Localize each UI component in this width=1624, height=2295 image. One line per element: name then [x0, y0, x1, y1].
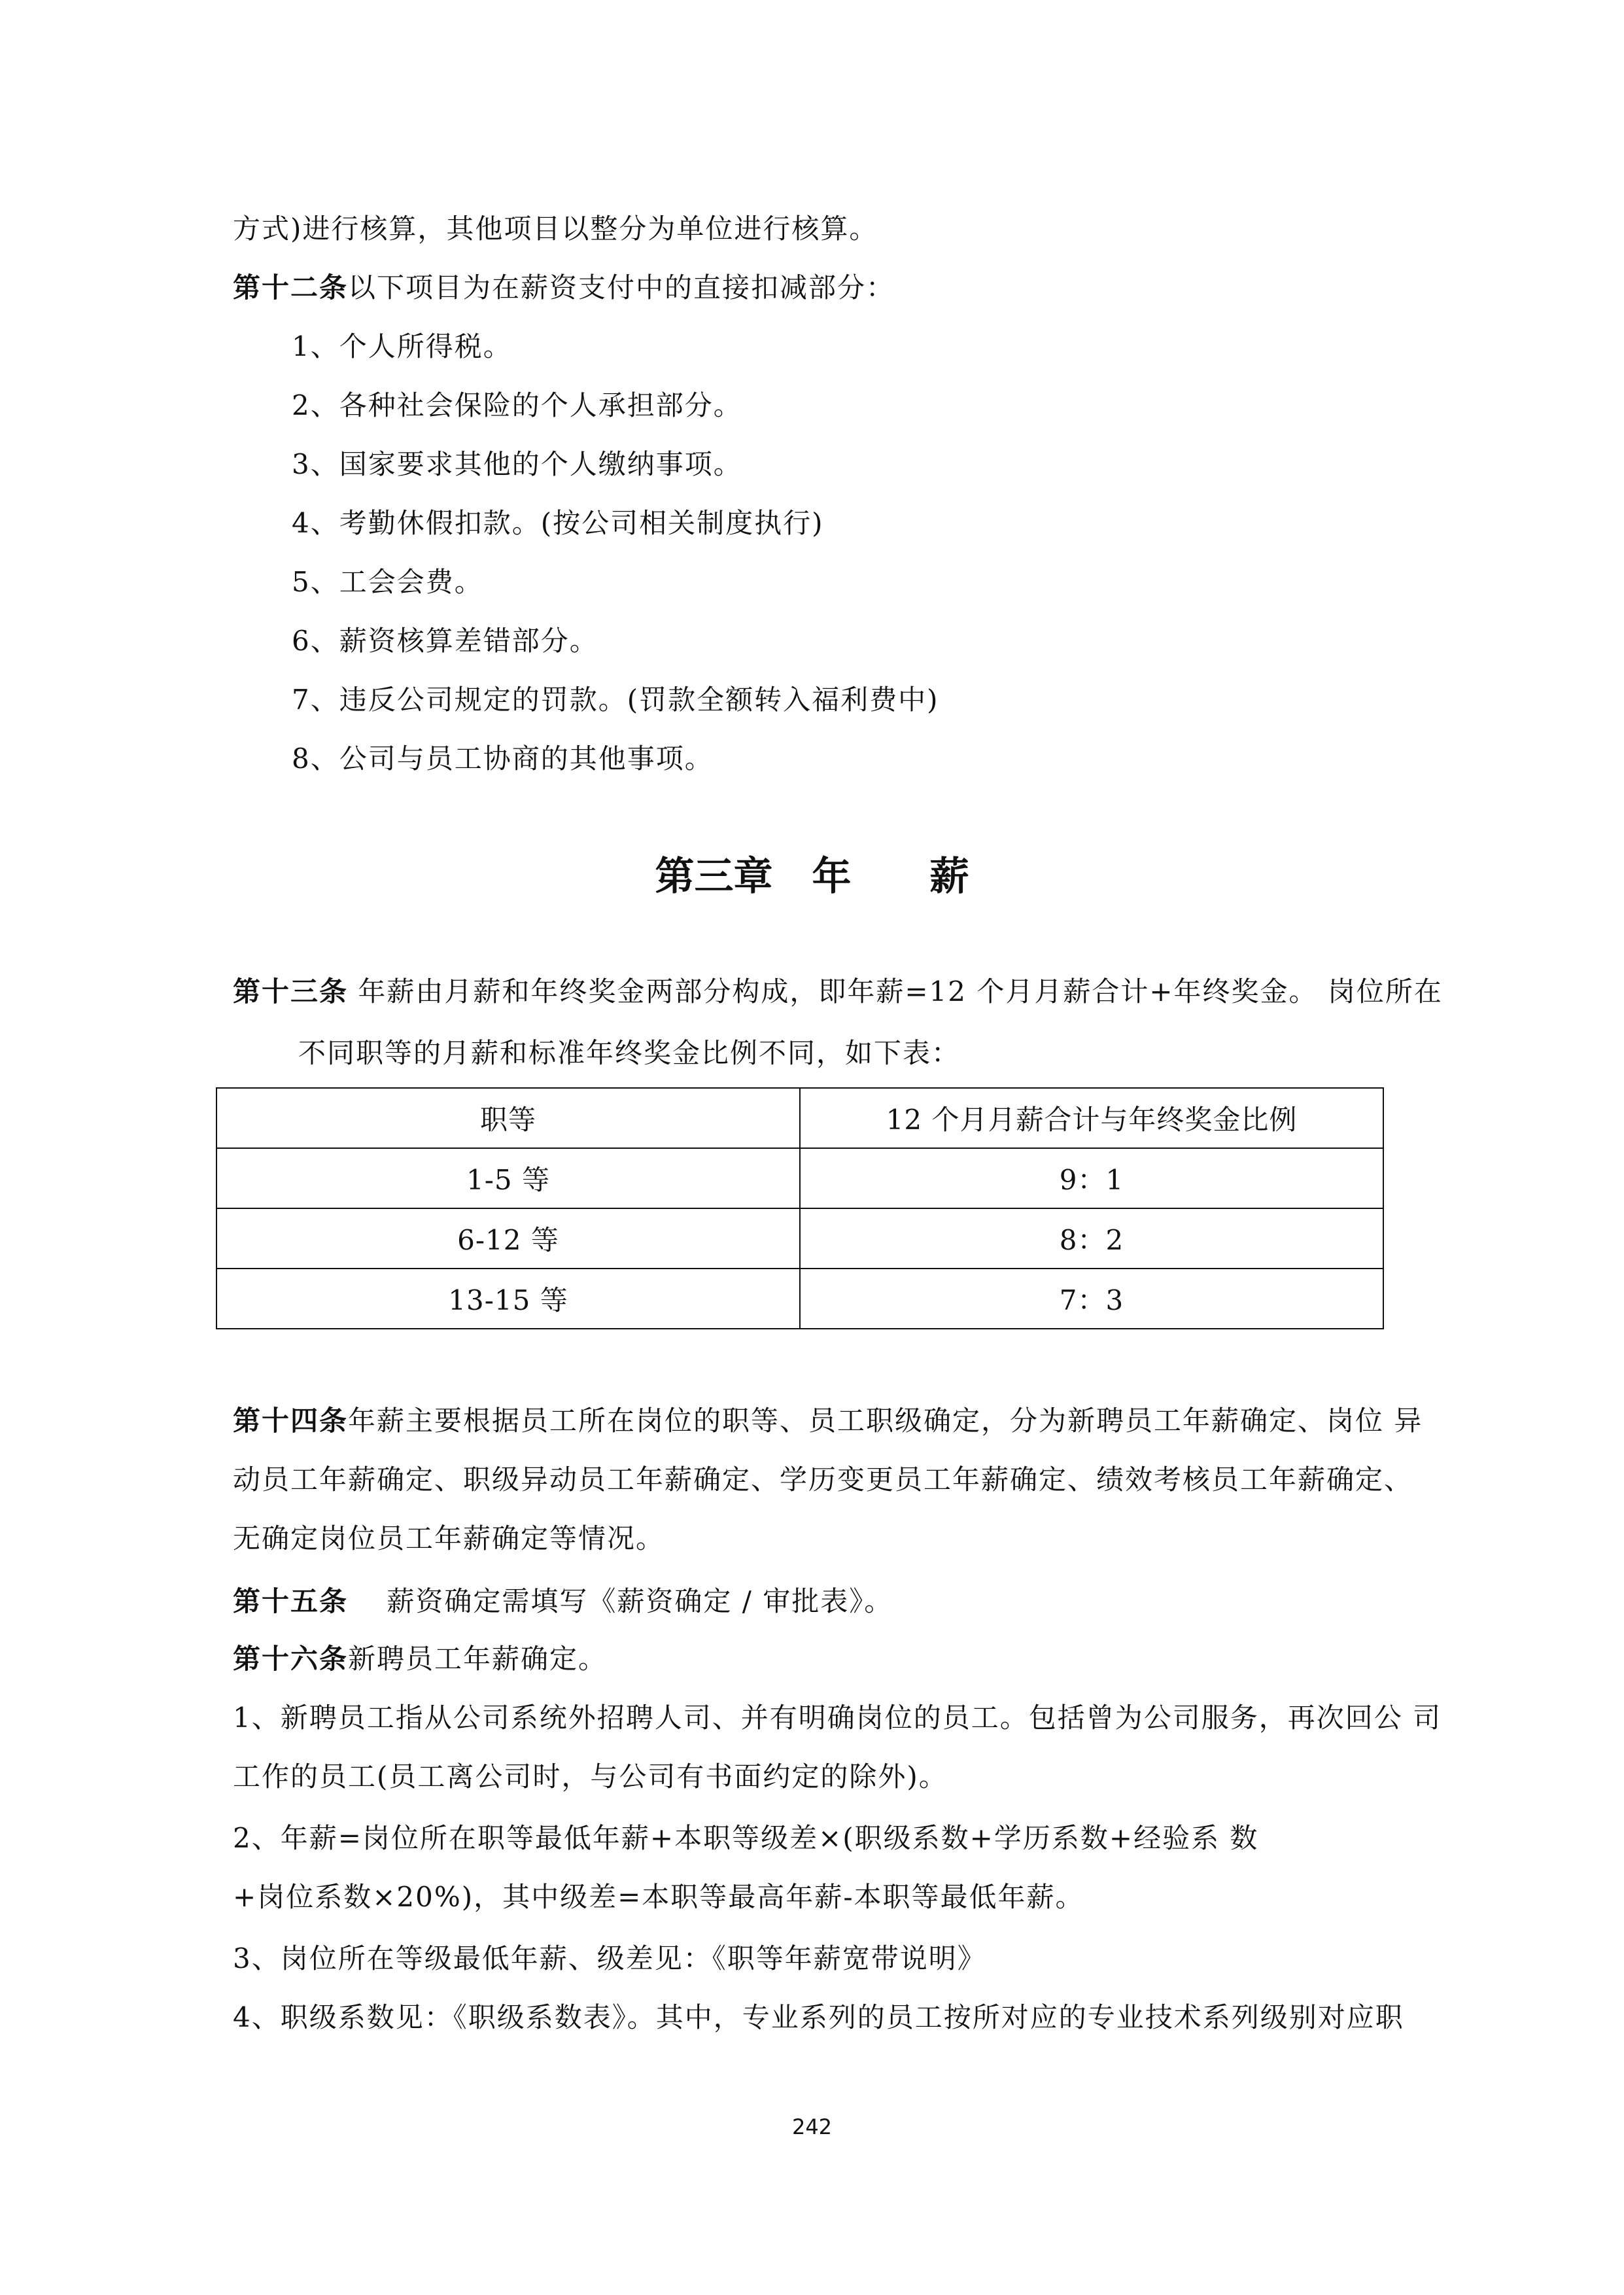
table-cell: 9：1 [800, 1148, 1383, 1208]
paragraph-line: 2、年薪=岗位所在职等最低年薪+本职等级差×(职级系数+学历系数+经验系 数 [233, 1822, 1259, 1854]
article-12-text: 以下项目为在薪资支付中的直接扣减部分： [348, 272, 895, 304]
article-15-heading [233, 1582, 893, 1621]
list-item: 6、薪资核算差错部分。 [292, 625, 598, 657]
article-13-label: 第十三条 [233, 975, 349, 1007]
paragraph-line: 动员工年薪确定、职级异动员工年薪确定、学历变更员工年薪确定、绩效考核员工年薪确定、 [233, 1463, 1413, 1496]
list-item: 8、公司与员工协商的其他事项。 [292, 743, 714, 775]
article-14-label: 第十四条 [233, 1405, 349, 1437]
paragraph-line: 工作的员工(员工离公司时，与公司有书面约定的除外)。 [233, 1761, 948, 1793]
table-row [216, 1208, 1383, 1269]
article-13-text: 年薪由月薪和年终奖金两部分构成，即年薪=12 个月月薪合计+年终奖金。 岗位所在 [348, 975, 1443, 1007]
article-16-heading [233, 1639, 607, 1679]
article-13-heading [233, 972, 1443, 1011]
table-row [216, 1148, 1383, 1208]
article-12-label: 第十二条 [233, 272, 349, 304]
table-cell: 8：2 [800, 1208, 1383, 1269]
list-item: 5、工会会费。 [292, 566, 483, 598]
paragraph-line: 1、新聘员工指从公司系统外招聘人司、并有明确岗位的员工。包括曾为公司服务，再次回公 司 [233, 1702, 1442, 1734]
list-item: 7、违反公司规定的罚款。(罚款全额转入福利费中) [292, 684, 939, 716]
article-16-label: 第十六条 [233, 1643, 349, 1675]
ratio-table [216, 1087, 1384, 1329]
list-item: 1、个人所得税。 [292, 330, 512, 362]
article-14-heading [233, 1401, 1423, 1441]
paragraph-line: 3、岗位所在等级最低年薪、级差见：《职等年薪宽带说明》 [233, 1942, 986, 1974]
paragraph-line: 4、职级系数见：《职级系数表》。其中，专业系列的员工按所对应的专业技术系列级别对应职 [233, 2001, 1404, 2033]
article-13-continuation: 不同职等的月薪和标准年终奖金比例不同，如下表： [298, 1037, 961, 1069]
table-row [216, 1269, 1383, 1329]
list-item: 2、各种社会保险的个人承担部分。 [292, 389, 742, 421]
article-16-text: 新聘员工年薪确定。 [348, 1643, 608, 1675]
article-14-text: 年薪主要根据员工所在岗位的职等、员工职级确定，分为新聘员工年薪确定、岗位 异 [348, 1405, 1423, 1437]
table-cell: 1-5 等 [216, 1148, 800, 1208]
paragraph-line: 方式)进行核算，其他项目以整分为单位进行核算。 [233, 213, 878, 245]
table-cell: 13-15 等 [216, 1269, 800, 1329]
page-number: 242 [791, 2114, 833, 2139]
table-header-cell: 职等 [216, 1088, 800, 1148]
chapter-title: 第三章 年 薪 [655, 854, 969, 900]
table-header-cell: 12 个月月薪合计与年终奖金比例 [800, 1088, 1383, 1148]
article-12-heading [233, 268, 895, 307]
table-header-row [216, 1088, 1383, 1148]
table-cell: 6-12 等 [216, 1208, 800, 1269]
article-15-label: 第十五条 [233, 1585, 349, 1617]
list-item: 4、考勤休假扣款。(按公司相关制度执行) [292, 507, 824, 539]
paragraph-line: +岗位系数×20%)，其中级差=本职等最高年薪-本职等最低年薪。 [233, 1881, 1084, 1913]
paragraph-line: 无确定岗位员工年薪确定等情况。 [233, 1522, 665, 1554]
article-15-text: 薪资确定需填写《薪资确定 / 审批表》。 [348, 1585, 893, 1617]
list-item: 3、国家要求其他的个人缴纳事项。 [292, 448, 742, 480]
table-cell: 7：3 [800, 1269, 1383, 1329]
